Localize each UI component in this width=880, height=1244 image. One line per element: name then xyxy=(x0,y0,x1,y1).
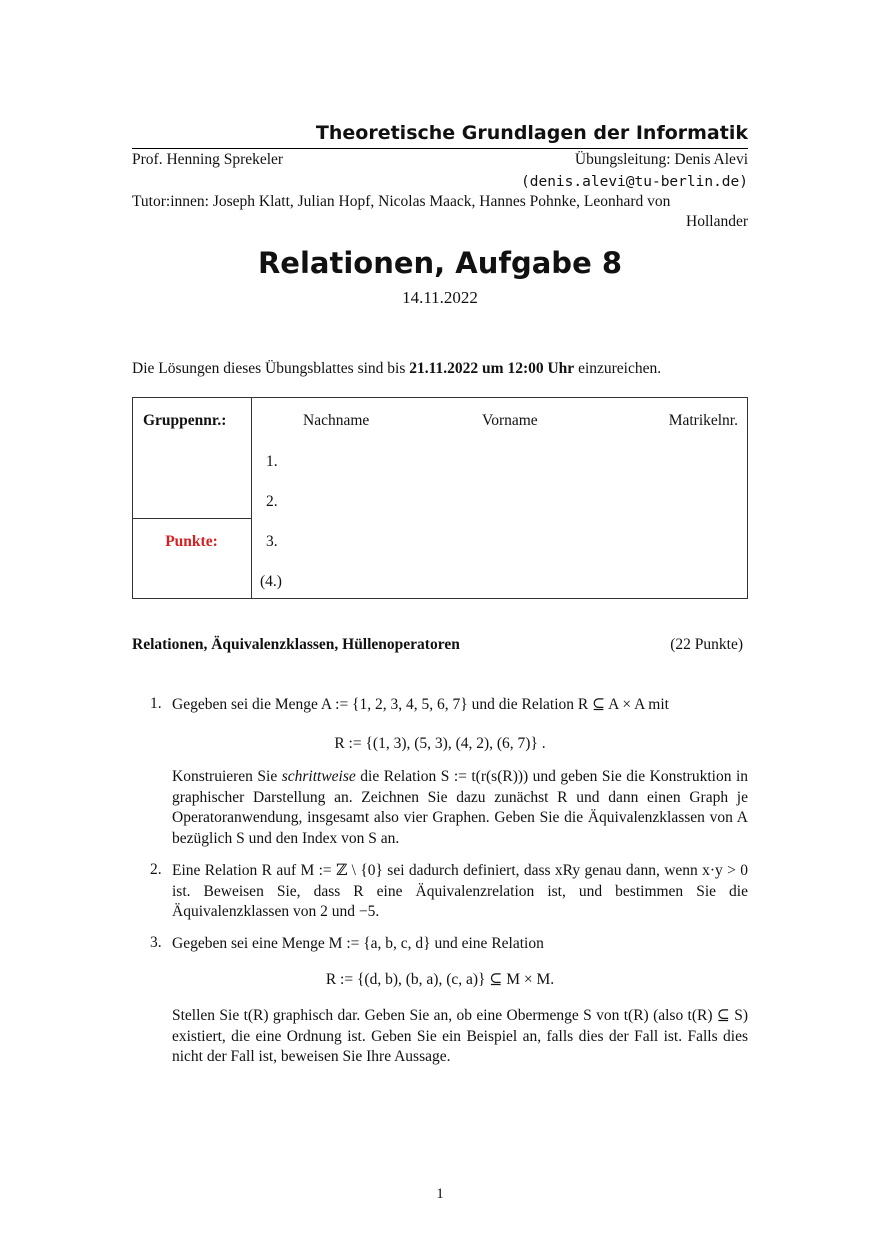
task-2-number: 2. xyxy=(150,861,162,878)
course-title: Theoretische Grundlagen der Informatik xyxy=(315,122,748,144)
task-3-intro: Gegeben sei eine Menge M := {a, b, c, d} und eine Relation xyxy=(172,935,544,952)
page-number: 1 xyxy=(436,1186,444,1202)
deadline-suffix: einzureichen. xyxy=(574,360,662,377)
task-1-body-rest: die Relation S := t(r(s(R))) und geben Sie die Konstruktion in graphischer Darstellung an. Zeichnen Sie dazu zunächst R und dann einen Graph je Operatoranwendung, insgesamt also vier Graphen. Geben Sie die Äquivalenzklassen von A bezüglich S und den Index von S an. xyxy=(172,768,748,847)
member-row-2: 2. xyxy=(266,493,278,510)
deadline-text xyxy=(132,360,748,378)
exercise-lead: Übungsleitung: Denis Alevi xyxy=(574,151,748,168)
professor: Prof. Henning Sprekeler xyxy=(132,151,284,168)
task-3-formula: R := {(d, b), (b, a), (c, a)} ⊆ M × M. xyxy=(325,971,555,988)
column-firstname: Vorname xyxy=(482,412,538,429)
task-1-intro: Gegeben sei die Menge A := {1, 2, 3, 4, 5, 6, 7} und die Relation R ⊆ A × A mit xyxy=(172,696,669,713)
page-title: Relationen, Aufgabe 8 xyxy=(257,246,623,280)
deadline-date: 21.11.2022 um 12:00 Uhr xyxy=(409,360,575,377)
tutors-line-1: Tutor:innen: Joseph Klatt, Julian Hopf, Nicolas Maack, Hannes Pohnke, Leonhard von xyxy=(132,193,671,210)
task-1-body xyxy=(172,767,748,849)
task-1-body-start: Konstruieren Sie xyxy=(172,768,282,785)
task-2-body: Eine Relation R auf M := ℤ \ {0} sei dadurch definiert, dass xRy genau dann, wenn x·y > 0 ist. Beweisen Sie, dass R eine Äquivalenzrelation ist, und bestimmen Sie die Äquivalenzklassen von 2 und −5. xyxy=(172,862,748,920)
task-1-formula: R := {(1, 3), (5, 3), (4, 2), (6, 7)} . xyxy=(334,735,546,752)
group-table-divider xyxy=(251,397,252,599)
section-points: (22 Punkte) xyxy=(670,636,743,653)
group-table-divider-h xyxy=(132,518,251,519)
header-rule xyxy=(132,148,748,149)
member-row-1: 1. xyxy=(266,453,278,470)
member-row-3: 3. xyxy=(266,533,278,550)
group-number-label: Gruppennr.: xyxy=(143,412,227,429)
tutors-line-2: Hollander xyxy=(686,213,748,230)
column-lastname: Nachname xyxy=(303,412,370,429)
member-row-4: (4.) xyxy=(260,573,282,590)
task-3-body: Stellen Sie t(R) graphisch dar. Geben Sie an, ob eine Obermenge S von t(R) (also t(R) ⊆ S) existiert, die eine Ordnung ist. Geben Sie ein Beispiel an, falls dies der Fall ist. Falls dies nicht der Fall ist, beweisen Sie Ihre Aussage. xyxy=(172,1007,748,1065)
task-3-number: 3. xyxy=(150,934,162,951)
points-label: Punkte: xyxy=(165,533,218,550)
date: 14.11.2022 xyxy=(402,288,478,307)
deadline-prefix: Die Lösungen dieses Übungsblattes sind bis xyxy=(132,360,410,377)
section-title: Relationen, Äquivalenzklassen, Hüllenoperatoren xyxy=(132,636,460,653)
task-1-body-emphasis: schrittweise xyxy=(281,768,356,785)
column-matriculation: Matrikelnr. xyxy=(668,412,738,429)
task-1-number: 1. xyxy=(150,695,162,712)
lead-email[interactable]: (denis.alevi@tu-berlin.de) xyxy=(521,174,748,190)
